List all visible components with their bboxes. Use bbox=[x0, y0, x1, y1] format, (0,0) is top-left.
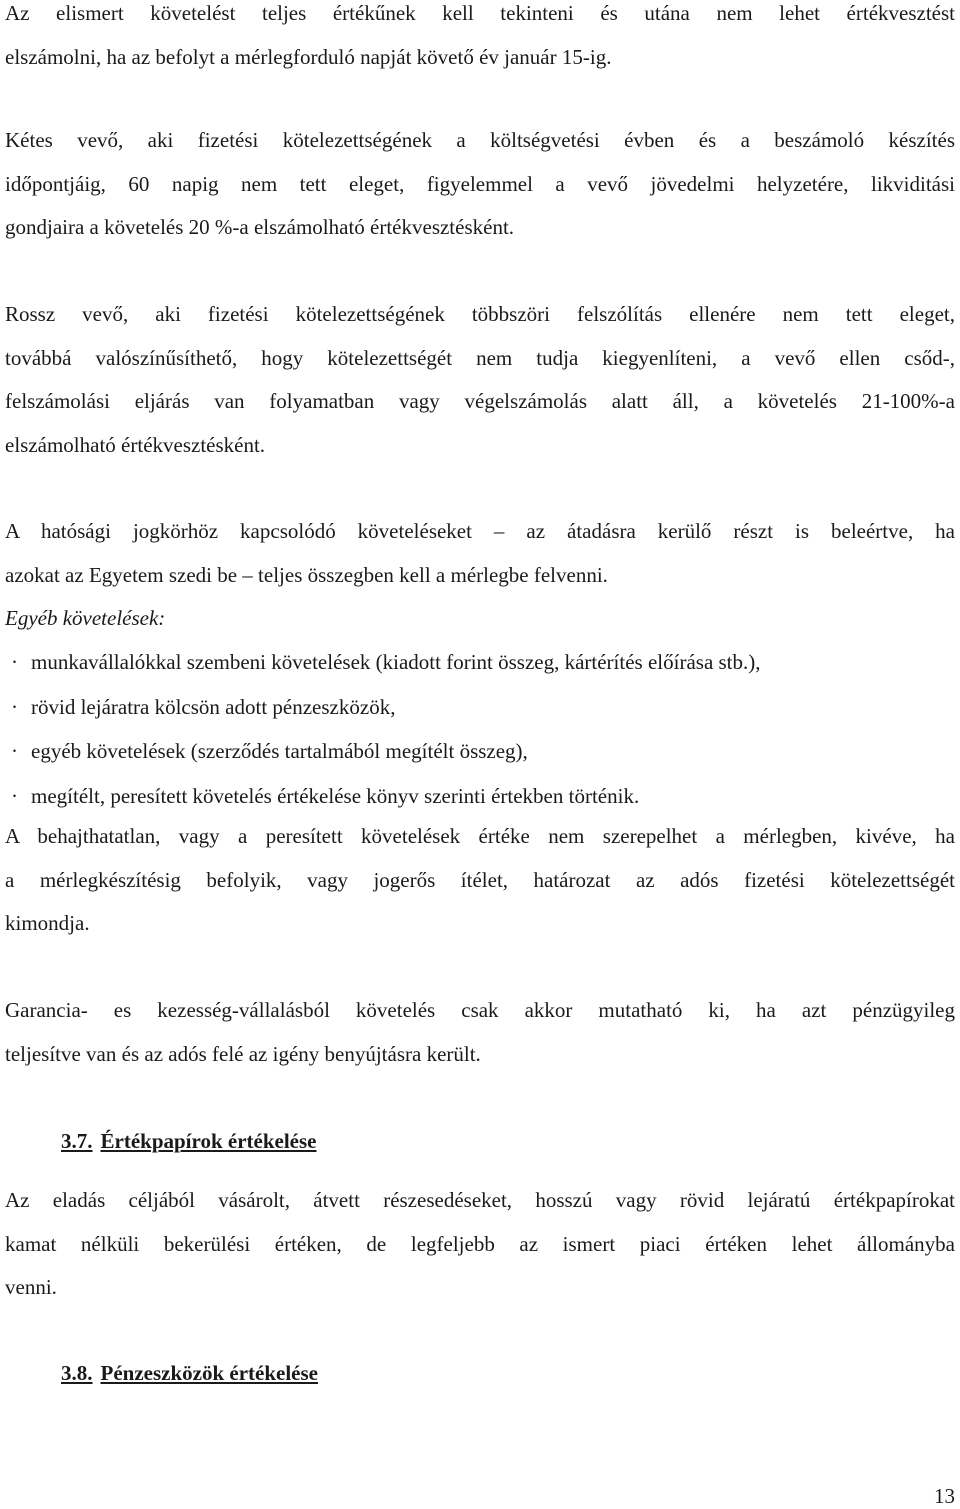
list-item-text: egyéb követelések (szerződés tartalmából megítélt összeg), bbox=[31, 739, 528, 763]
text-line: venni. bbox=[5, 1275, 57, 1299]
paragraph-authority-receivables bbox=[5, 510, 955, 597]
other-receivables-list bbox=[5, 645, 761, 823]
section-number: 3.7. bbox=[61, 1129, 93, 1153]
list-item-text: munkavállalókkal szembeni követelések (kiadott forint összeg, kártérítés előírása stb.), bbox=[31, 650, 761, 674]
text-line: elszámolni, ha az befolyt a mérlegforduló napját követő év január 15-ig. bbox=[5, 44, 612, 69]
bullet-icon: · bbox=[11, 694, 18, 719]
section-heading-cash bbox=[61, 1358, 318, 1388]
paragraph-securities bbox=[5, 1179, 955, 1310]
other-receivables-heading: Egyéb követelések: bbox=[5, 606, 166, 630]
section-number: 3.8. bbox=[61, 1361, 93, 1385]
paragraph-recognized-receivables bbox=[5, 0, 955, 79]
text-line: Az elismert követelést teljes értékűnek kell tekinteni és utána nem lehet értékvesztést bbox=[5, 1, 955, 25]
paragraph-doubtful-customer bbox=[5, 119, 955, 250]
text-line: teljesítve van és az adós felé az igény benyújtásra került. bbox=[5, 1041, 481, 1066]
text-line: A hatósági jogkörhöz kapcsolódó követeléseket – az átadásra kerülő részt is beleértve, ha bbox=[5, 519, 955, 543]
text-line: Kétes vevő, aki fizetési kötelezettségének a költségvetési évben és a beszámoló készítés bbox=[5, 128, 955, 152]
paragraph-bad-customer bbox=[5, 293, 955, 467]
list-item bbox=[5, 645, 761, 690]
text-line: Rossz vevő, aki fizetési kötelezettségének többszöri felszólítás ellenére nem tett eleget, bbox=[5, 302, 955, 326]
text-line: a mérlegkészítésig befolyik, vagy jogerős ítélet, határozat az adós fizetési kötelezettségét bbox=[5, 867, 955, 892]
section-title-text: Pénzeszközök értékelése bbox=[100, 1361, 318, 1385]
text-line: Az eladás céljából vásárolt, átvett részesedéseket, hosszú vagy rövid lejáratú értékpapírokat bbox=[5, 1188, 955, 1212]
paragraph-guarantee bbox=[5, 989, 955, 1076]
list-item bbox=[5, 690, 761, 735]
text-line: azokat az Egyetem szedi be – teljes összegben kell a mérlegbe felvenni. bbox=[5, 562, 608, 587]
text-line: gondjaira a követelés 20 %-a elszámolható értékvesztésként. bbox=[5, 215, 515, 239]
text-line: felszámolási eljárás van folyamatban vagy végelszámolás alatt áll, a követelés 21-100%-a bbox=[5, 389, 955, 413]
text-line: kimondja. bbox=[5, 911, 90, 935]
bullet-icon: · bbox=[11, 783, 18, 808]
list-item-text: rövid lejáratra kölcsön adott pénzeszközök, bbox=[31, 694, 396, 719]
text-line: kamat nélküli bekerülési értéken, de legfeljebb az ismert piaci értéken lehet állományba bbox=[5, 1231, 955, 1256]
bullet-icon: · bbox=[11, 739, 18, 763]
text-line: Garancia- es kezesség-vállalásból követelés csak akkor mutatható ki, ha azt pénzügyileg bbox=[5, 998, 955, 1022]
bullet-icon: · bbox=[11, 650, 18, 674]
paragraph-uncollectible bbox=[5, 815, 955, 946]
page-number: 13 bbox=[934, 1484, 955, 1508]
text-line: időpontjáig, 60 napig nem tett eleget, figyelemmel a vevő jövedelmi helyzetére, likviditási bbox=[5, 171, 955, 196]
text-line: továbbá valószínűsíthető, hogy kötelezettségét nem tudja kiegyenlíteni, a vevő ellen csőd-, bbox=[5, 345, 955, 370]
list-item-text: megítélt, peresített követelés értékelése könyv szerinti értekben történik. bbox=[31, 783, 640, 808]
list-item bbox=[5, 734, 761, 779]
text-line: A behajthatatlan, vagy a peresített követelések értéke nem szerepelhet a mérlegben, kivéve, ha bbox=[5, 824, 955, 848]
section-title-text: Értékpapírok értékelése bbox=[100, 1129, 317, 1153]
section-heading-securities bbox=[61, 1126, 317, 1156]
text-line: elszámolható értékvesztésként. bbox=[5, 432, 266, 457]
